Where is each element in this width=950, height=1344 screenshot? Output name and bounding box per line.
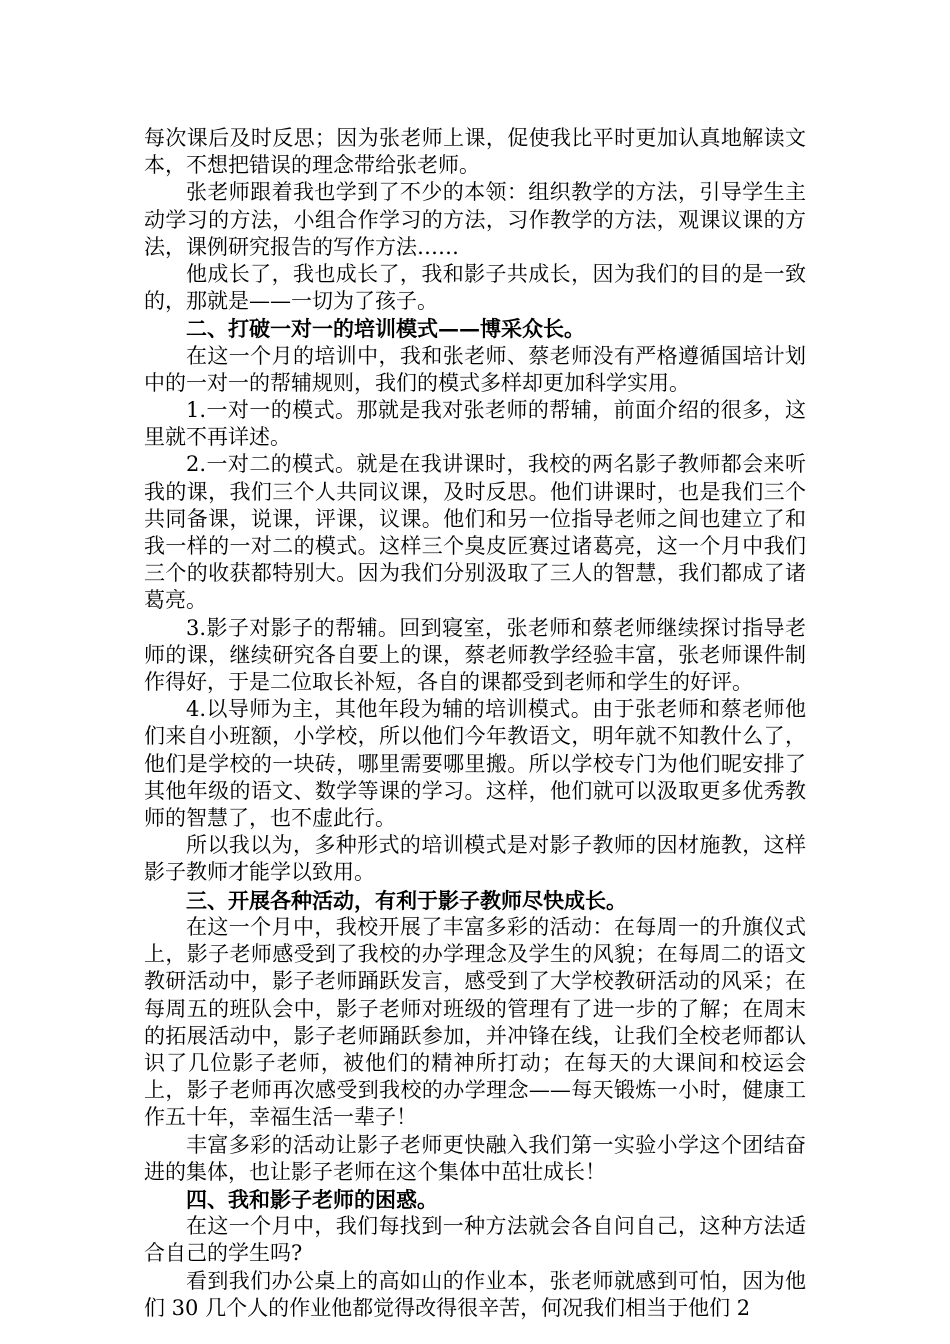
section-heading: 四、我和影子老师的困惑。 — [186, 1186, 438, 1212]
body-paragraph: 在这一个月中，我们每找到一种方法就会各自问自己，这种方法适合自己的学生吗? — [144, 1214, 806, 1266]
document-page — [144, 125, 806, 1322]
body-paragraph: 3.影子对影子的帮辅。回到寝室，张老师和蔡老师继续探讨指导老师的课，继续研究各自要上的课，蔡老师教学经验丰富，张老师课件制作得好，于是二位取长补短，各自的课都受到老师和学生的好评。 — [144, 615, 806, 695]
body-paragraph: 丰富多彩的活动让影子老师更快融入我们第一实验小学这个团结奋进的集体，也让影子老师在这个集体中茁壮成长！ — [144, 1132, 806, 1184]
section-heading: 二、打破一对一的培训模式——博采众长。 — [186, 316, 585, 342]
body-paragraph: 2.一对二的模式。就是在我讲课时，我校的两名影子教师都会来听我的课，我们三个人共同议课，及时反思。他们讲课时，也是我们三个共同备课，说课，评课，议课。他们和另一位指导老师之间也建立了和我一样的一对二的模式。这样三个臭皮匠赛过诸葛亮，这一个月中我们三个的收获都特别大。因为我们分别汲取了三人的智慧，我们都成了诸葛亮。 — [144, 452, 806, 613]
body-paragraph: 看到我们办公桌上的高如山的作业本，张老师就感到可怕，因为他们 30 几个人的作业他都觉得改得很辛苦，何况我们相当于他们 2 — [144, 1268, 806, 1320]
body-paragraph: 在这一个月的培训中，我和张老师、蔡老师没有严格遵循国培计划中的一对一的帮辅规则，我们的模式多样却更加科学实用。 — [144, 343, 806, 395]
body-paragraph: 1.一对一的模式。那就是我对张老师的帮辅，前面介绍的很多，这里就不再详述。 — [144, 398, 806, 450]
body-paragraph: 4.以导师为主，其他年段为辅的培训模式。由于张老师和蔡老师他们来自小班额，小学校，所以他们今年教语文，明年就不知教什么了，他们是学校的一块砖，哪里需要哪里搬。所以学校专门为他们昵安排了其他年级的语文、数学等课的学习。这样，他们就可以汲取更多优秀教师的智慧了，也不虚此行。 — [144, 697, 806, 831]
body-paragraph: 每次课后及时反思；因为张老师上课，促使我比平时更加认真地解读文本，不想把错误的理念带给张老师。 — [144, 126, 806, 178]
body-paragraph: 张老师跟着我也学到了不少的本领：组织教学的方法，引导学生主动学习的方法，小组合作学习的方法，习作教学的方法，观课议课的方法，课例研究报告的写作方法…… — [144, 180, 806, 259]
body-paragraph: 他成长了，我也成长了，我和影子共成长，因为我们的目的是一致的，那就是——一切为了孩子。 — [144, 262, 806, 314]
section-heading: 三、开展各种活动，有利于影子教师尽快成长。 — [186, 887, 627, 913]
body-paragraph: 所以我以为，多种形式的培训模式是对影子教师的因材施教，这样影子教师才能学以致用。 — [144, 833, 806, 885]
body-paragraph: 在这一个月中，我校开展了丰富多彩的活动：在每周一的升旗仪式上，影子老师感受到了我校的办学理念及学生的风貌；在每周二的语文教研活动中，影子老师踊跃发言，感受到了大学校教研活动的风采；在每周五的班队会中，影子老师对班级的管理有了进一步的了解；在周末的拓展活动中，影子老师踊跃参加，并冲锋在线，让我们全校老师都认识了几位影子老师，被他们的精神所打动；在每天的大课间和校运会上，影子老师再次感受到我校的办学理念——每天锻炼一小时，健康工作五十年，幸福生活一辈子！ — [144, 914, 806, 1130]
